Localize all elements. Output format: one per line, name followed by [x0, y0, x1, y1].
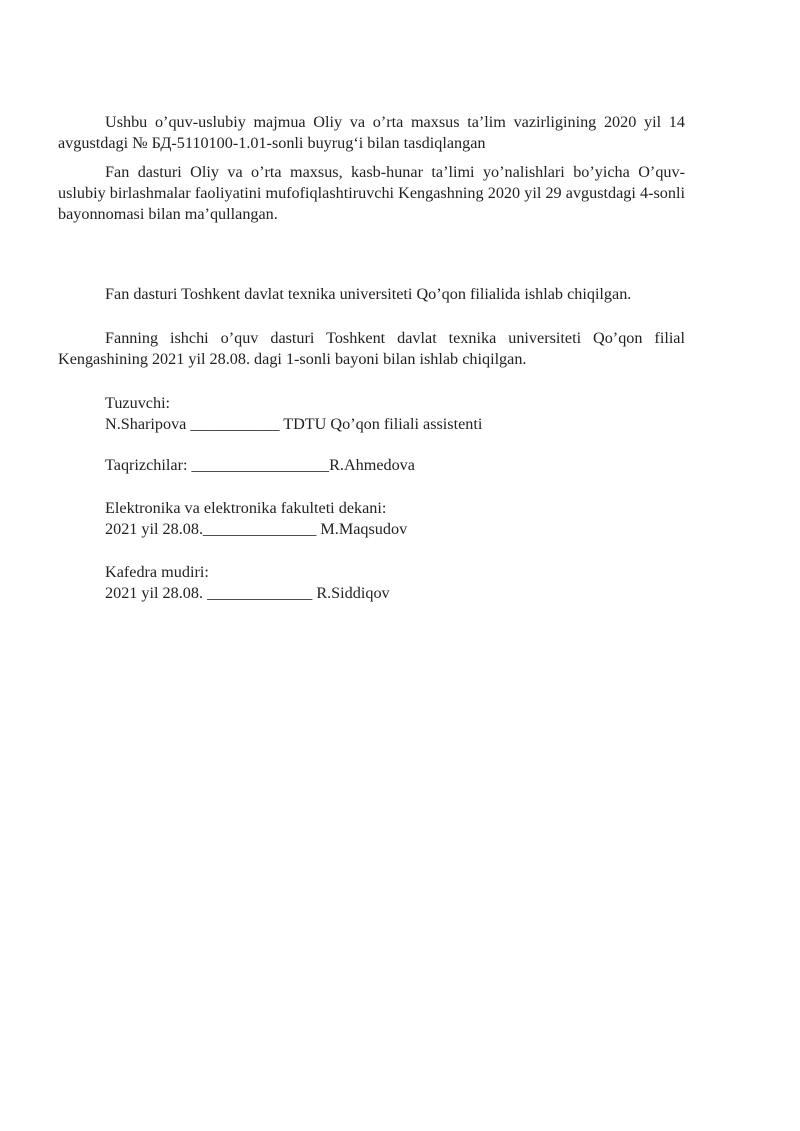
dean-signature-block: [105, 498, 685, 540]
author-signature-line: N.Sharipova ___________ TDTU Qo’qon filiali assistenti: [105, 415, 483, 433]
approval-paragraph: Ushbu o’quv-uslubiy majmua Oliy va o’rta maxsus ta’lim vazirligining 2020 yil 14 avgustdagi № БД-5110100-1.01-sonli buyrug‘i bilan tasdiqlangan: [58, 113, 685, 152]
dean-label: Elektronika va elektronika fakulteti dekani:: [105, 499, 387, 517]
author-label: Tuzuvchi:: [105, 394, 171, 412]
working-program-paragraph: Fanning ishchi o’quv dasturi Toshkent davlat texnika universiteti Qo’qon filial Kengashining 2021 yil 28.08. dagi 1-sonli bayoni bilan ishlab chiqilgan.: [58, 329, 685, 368]
department-head-signature-line: 2021 yil 28.08. _____________ R.Siddiqov: [105, 584, 390, 602]
author-signature-block: [105, 393, 685, 435]
dean-signature-line: 2021 yil 28.08.______________ M.Maqsudov: [105, 520, 408, 538]
endorsement-paragraph: Fan dasturi Oliy va o’rta maxsus, kasb-hunar ta’limi yo’nalishlari bo’yicha O’quv-uslubiy birlashmalar faoliyatini mufofiqlashtiruvchi Kengashning 2020 yil 29 avgustdagi 4-sonli bayonnomasi bilan ma’qullangan.: [58, 163, 685, 223]
reviewers-signature-block: [105, 455, 685, 476]
reviewers-signature-line: Taqrizchilar: _________________R.Ahmedova: [105, 456, 415, 474]
department-head-label: Kafedra mudiri:: [105, 563, 209, 581]
development-paragraph: Fan dasturi Toshkent davlat texnika universiteti Qo’qon filialida ishlab chiqilgan.: [105, 285, 632, 303]
document-page: [58, 112, 685, 626]
department-head-signature-block: [105, 562, 685, 604]
